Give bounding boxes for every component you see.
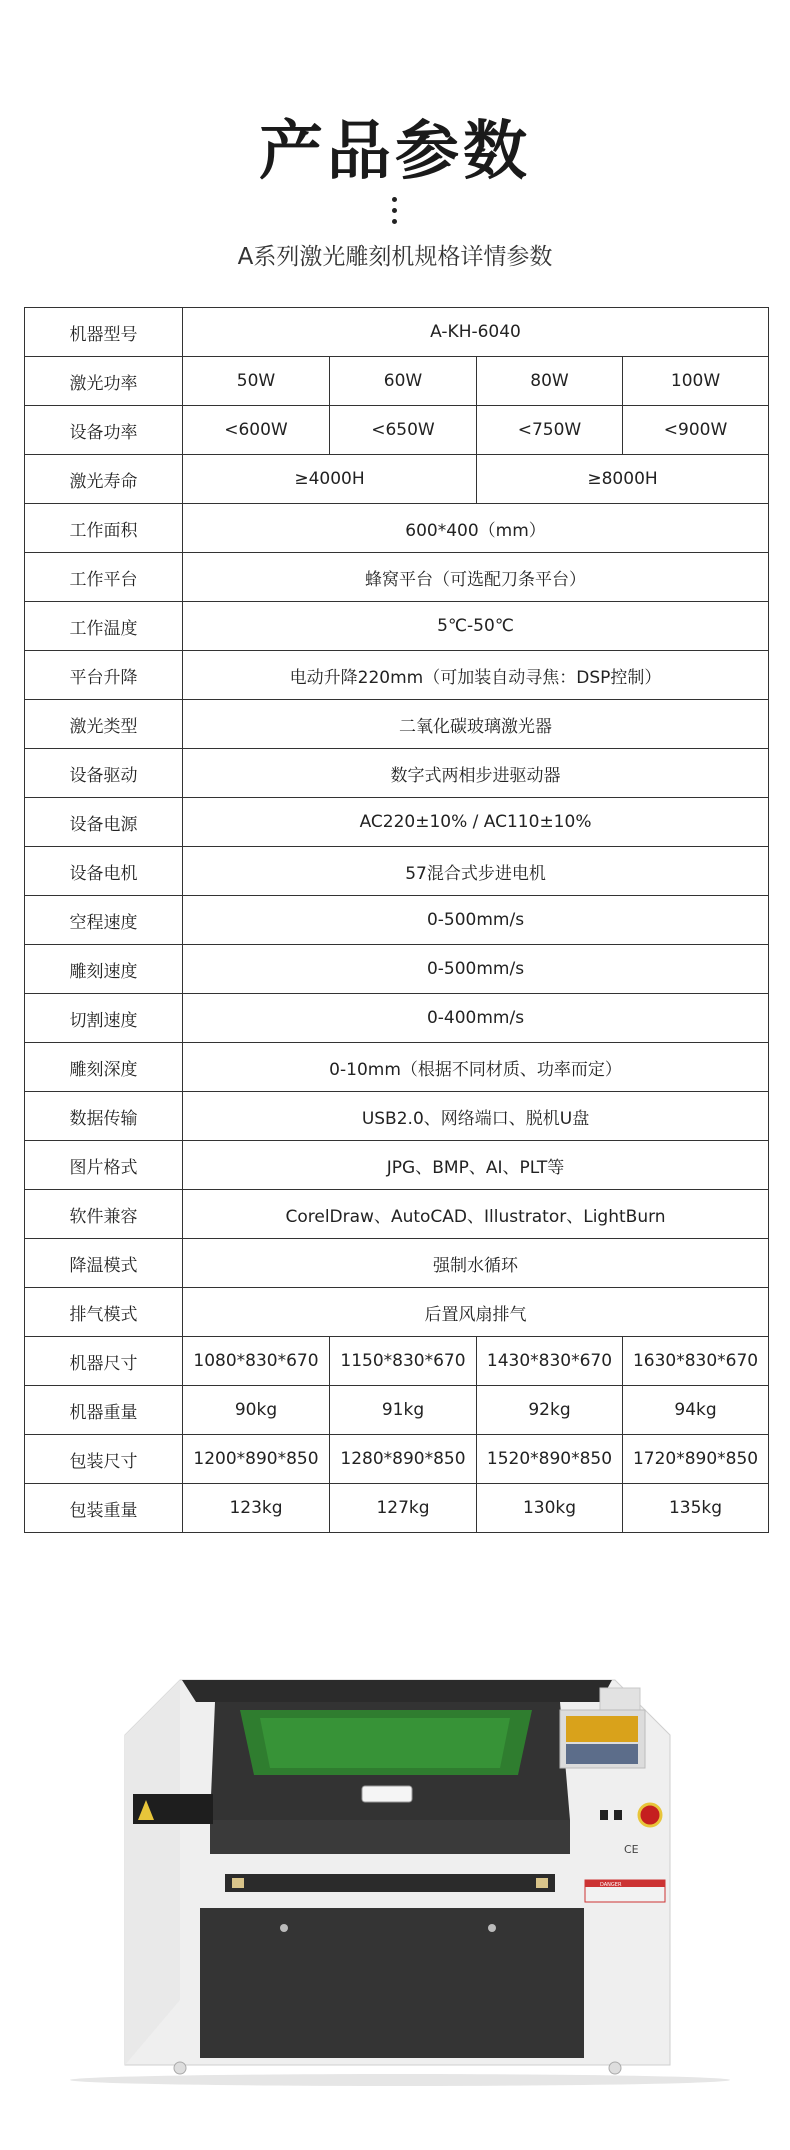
spec-value: 1080*830*670 bbox=[183, 1337, 330, 1386]
spec-value: 二氧化碳玻璃激光器 bbox=[183, 700, 769, 749]
spec-label: 雕刻深度 bbox=[25, 1043, 183, 1092]
spec-label: 机器尺寸 bbox=[25, 1337, 183, 1386]
spec-value: CorelDraw、AutoCAD、Illustrator、LightBurn bbox=[183, 1190, 769, 1239]
table-row bbox=[25, 847, 769, 896]
spec-label: 设备电机 bbox=[25, 847, 183, 896]
table-row bbox=[25, 1239, 769, 1288]
spec-label: 工作温度 bbox=[25, 602, 183, 651]
spec-value: 600*400（mm） bbox=[183, 504, 769, 553]
spec-label: 工作平台 bbox=[25, 553, 183, 602]
spec-value: 80W bbox=[477, 357, 623, 406]
spec-value: ≥8000H bbox=[477, 455, 769, 504]
table-row bbox=[25, 553, 769, 602]
table-row bbox=[25, 1141, 769, 1190]
spec-label: 激光功率 bbox=[25, 357, 183, 406]
spec-value: 强制水循环 bbox=[183, 1239, 769, 1288]
spec-label: 降温模式 bbox=[25, 1239, 183, 1288]
spec-value: 0-500mm/s bbox=[183, 945, 769, 994]
spec-value: <900W bbox=[623, 406, 769, 455]
spec-label: 设备驱动 bbox=[25, 749, 183, 798]
danger-label: DANGER bbox=[600, 1882, 622, 1888]
table-row bbox=[25, 798, 769, 847]
spec-value: 94kg bbox=[623, 1386, 769, 1435]
spec-value: 91kg bbox=[330, 1386, 477, 1435]
spec-value: 60W bbox=[330, 357, 477, 406]
table-row bbox=[25, 700, 769, 749]
spec-value: 1200*890*850 bbox=[183, 1435, 330, 1484]
spec-label: 软件兼容 bbox=[25, 1190, 183, 1239]
spec-value: 57混合式步进电机 bbox=[183, 847, 769, 896]
spec-value: AC220±10% / AC110±10% bbox=[183, 798, 769, 847]
spec-value: 蜂窝平台（可选配刀条平台） bbox=[183, 553, 769, 602]
table-row bbox=[25, 504, 769, 553]
spec-label: 包装尺寸 bbox=[25, 1435, 183, 1484]
table-row bbox=[25, 1092, 769, 1141]
spec-value: 电动升降220mm（可加装自动寻焦：DSP控制） bbox=[183, 651, 769, 700]
spec-value: 130kg bbox=[477, 1484, 623, 1533]
table-row bbox=[25, 1190, 769, 1239]
spec-value: ≥4000H bbox=[183, 455, 477, 504]
table-row bbox=[25, 945, 769, 994]
page-title: 产品参数 bbox=[259, 115, 531, 189]
table-row bbox=[25, 1043, 769, 1092]
table-row bbox=[25, 602, 769, 651]
spec-value: USB2.0、网络端口、脱机U盘 bbox=[183, 1092, 769, 1141]
spec-label: 设备电源 bbox=[25, 798, 183, 847]
spec-label: 机器型号 bbox=[25, 308, 183, 357]
spec-value: 127kg bbox=[330, 1484, 477, 1533]
spec-value: 123kg bbox=[183, 1484, 330, 1533]
spec-value: 后置风扇排气 bbox=[183, 1288, 769, 1337]
spec-value: 92kg bbox=[477, 1386, 623, 1435]
spec-value: 0-500mm/s bbox=[183, 896, 769, 945]
spec-value: 0-400mm/s bbox=[183, 994, 769, 1043]
spec-value: <650W bbox=[330, 406, 477, 455]
table-row bbox=[25, 749, 769, 798]
spec-label: 空程速度 bbox=[25, 896, 183, 945]
table-row bbox=[25, 1337, 769, 1386]
spec-value: 90kg bbox=[183, 1386, 330, 1435]
spec-value: 100W bbox=[623, 357, 769, 406]
spec-value: A-KH-6040 bbox=[183, 308, 769, 357]
table-row bbox=[25, 406, 769, 455]
table-row bbox=[25, 1386, 769, 1435]
spec-table bbox=[24, 307, 769, 1533]
table-row bbox=[25, 1435, 769, 1484]
spec-label: 排气模式 bbox=[25, 1288, 183, 1337]
spec-value: 5℃-50℃ bbox=[183, 602, 769, 651]
spec-value: 1520*890*850 bbox=[477, 1435, 623, 1484]
table-row bbox=[25, 994, 769, 1043]
spec-value: 1630*830*670 bbox=[623, 1337, 769, 1386]
spec-label: 工作面积 bbox=[25, 504, 183, 553]
table-row bbox=[25, 357, 769, 406]
spec-value: 数字式两相步进驱动器 bbox=[183, 749, 769, 798]
spec-value: 1280*890*850 bbox=[330, 1435, 477, 1484]
spec-label: 数据传输 bbox=[25, 1092, 183, 1141]
spec-value: 1720*890*850 bbox=[623, 1435, 769, 1484]
table-row bbox=[25, 651, 769, 700]
spec-label: 雕刻速度 bbox=[25, 945, 183, 994]
spec-value: <750W bbox=[477, 406, 623, 455]
spec-value: 1430*830*670 bbox=[477, 1337, 623, 1386]
spec-label: 激光类型 bbox=[25, 700, 183, 749]
spec-value: 135kg bbox=[623, 1484, 769, 1533]
spec-label: 图片格式 bbox=[25, 1141, 183, 1190]
spec-value: <600W bbox=[183, 406, 330, 455]
spec-value: 50W bbox=[183, 357, 330, 406]
spec-label: 切割速度 bbox=[25, 994, 183, 1043]
page-subtitle: A系列激光雕刻机规格详情参数 bbox=[237, 244, 553, 270]
table-row bbox=[25, 1288, 769, 1337]
spec-value: 0-10mm（根据不同材质、功率而定） bbox=[183, 1043, 769, 1092]
table-row bbox=[25, 1484, 769, 1533]
spec-value: JPG、BMP、AI、PLT等 bbox=[183, 1141, 769, 1190]
spec-value: 1150*830*670 bbox=[330, 1337, 477, 1386]
ce-mark: CE bbox=[624, 1843, 639, 1856]
spec-label: 平台升降 bbox=[25, 651, 183, 700]
table-row bbox=[25, 896, 769, 945]
laser-engraver-image bbox=[0, 1640, 790, 2090]
divider-dots bbox=[392, 197, 398, 230]
spec-label: 设备功率 bbox=[25, 406, 183, 455]
spec-label: 机器重量 bbox=[25, 1386, 183, 1435]
spec-label: 包装重量 bbox=[25, 1484, 183, 1533]
table-row bbox=[25, 455, 769, 504]
table-row bbox=[25, 308, 769, 357]
spec-label: 激光寿命 bbox=[25, 455, 183, 504]
